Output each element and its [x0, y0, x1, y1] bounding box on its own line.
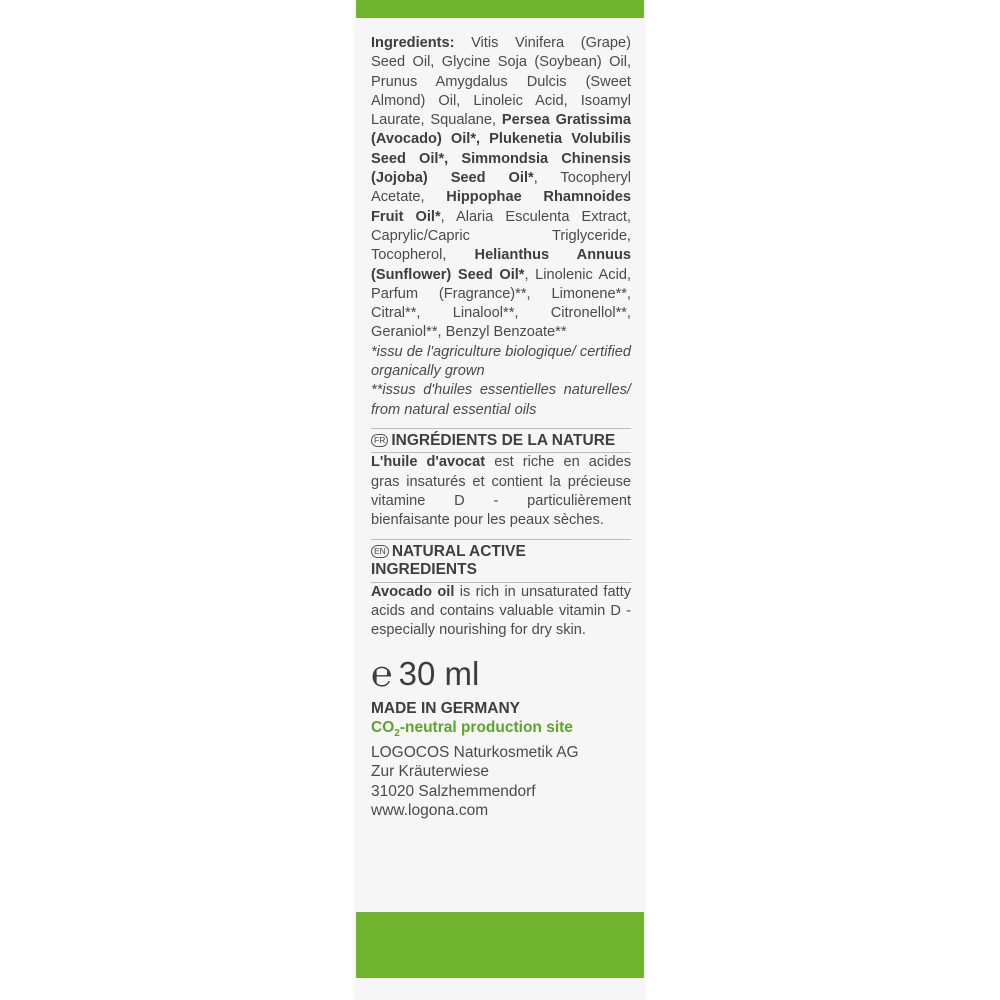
label-content — [371, 34, 631, 821]
en-lead: Avocado oil — [371, 583, 455, 600]
ingredients-list — [371, 34, 631, 343]
co2-subscript: 2 — [394, 727, 400, 739]
ingredients-segment-bold: Helianthus Annuus (Sunflower) Seed Oil* — [371, 247, 631, 283]
estimated-sign-icon: ℮ — [371, 652, 393, 694]
co2-neutral-note — [371, 718, 631, 743]
fr-heading-text: INGRÉDIENTS DE LA NATURE — [391, 431, 616, 449]
bottom-green-band — [356, 912, 644, 978]
fr-heading — [371, 428, 631, 454]
fr-language-badge: FR — [371, 434, 388, 447]
fr-description — [371, 453, 631, 530]
ingredients-segment: , Alaria Esculenta Extract, Caprylic/Capric Triglyceride, Tocopherol, — [371, 208, 631, 264]
volume-amount: 30 ml — [398, 654, 480, 692]
label-panel — [356, 0, 644, 1000]
ingredients-segment: Vitis Vinifera (Grape) Seed Oil, Glycine Soja (Soybean) Oil, Prunus Amygdalus Dulcis (Sweet Almond) Oil, Linoleic Acid, Isoamyl Laurate, Squalane, — [371, 35, 631, 129]
company-name: LOGOCOS Naturkosmetik AG — [371, 743, 579, 761]
organic-note: *issu de l'agriculture biologique/ certified organically grown — [371, 343, 631, 380]
ingredients-segment-bold: Hippophae Rhamnoides Fruit Oil* — [371, 189, 631, 225]
en-heading-text: NATURAL ACTIVE INGREDIENTS — [371, 542, 526, 579]
made-in-germany: MADE IN GERMANY — [371, 699, 520, 717]
ingredients-segment: , Tocopheryl Acetate, — [371, 170, 632, 206]
company-street: Zur Kräuterwiese — [371, 763, 490, 781]
top-green-band — [356, 0, 644, 18]
en-body: is rich in unsaturated fatty acids and contains valuable vitamin D - especially nourishing for dry skin. — [371, 583, 632, 639]
volume-line — [371, 652, 631, 694]
en-description — [371, 583, 631, 641]
en-language-badge: EN — [371, 545, 389, 558]
ingredients-segment: , Linolenic Acid, Parfum (Fragrance)**, Limonene**, Citral**, Linalool**, Citronellol**, Geraniol**, Benzyl Benzoate** — [371, 266, 631, 341]
co2-suffix: -neutral production site — [399, 718, 573, 736]
fr-lead: L'huile d'avocat — [371, 454, 486, 471]
fr-body: est riche en acides gras insaturés et contient la précieuse vitamine D - particulièrement bienfaisante pour les peaux sèches. — [371, 454, 631, 529]
en-heading — [371, 539, 631, 583]
company-city: 31020 Salzhemmendorf — [371, 782, 536, 800]
essential-oil-note: **issus d'huiles essentielles naturelles/ from natural essential oils — [371, 382, 631, 418]
ingredients-segment-bold: Persea Gratissima (Avocado) Oil*, Plukenetia Volubilis Seed Oil*, Simmondsia Chinensis (Jojoba) Seed Oil* — [371, 112, 632, 187]
ingredients-label: Ingredients: — [371, 35, 455, 51]
co2-prefix: CO — [371, 718, 395, 736]
company-website: www.logona.com — [371, 802, 489, 820]
